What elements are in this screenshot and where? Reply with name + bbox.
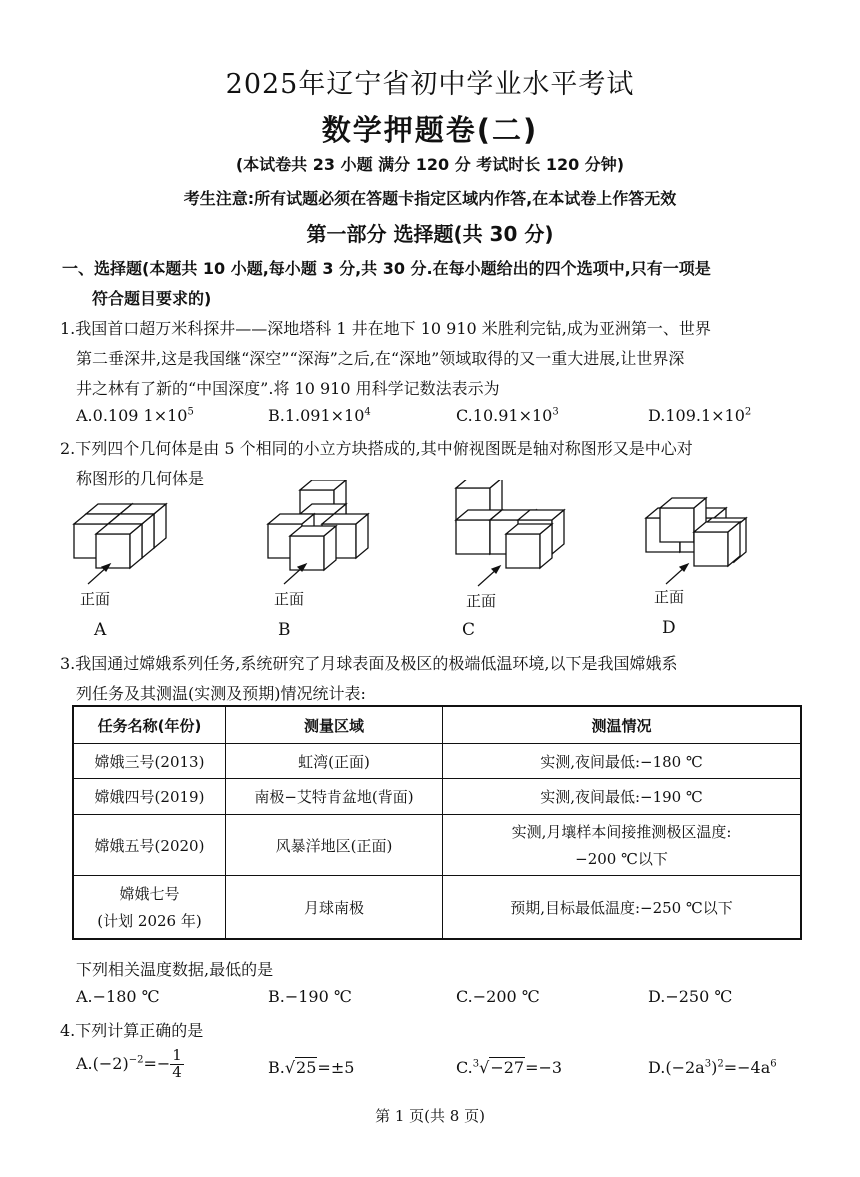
q3-option-d[interactable]: D.−250 ℃ [648,987,733,1006]
table-row [73,744,801,779]
lunar-temperature-table [72,705,802,940]
front-label-b: 正面 [274,590,305,608]
q4-stem: 4.下列计算正确的是 [60,1021,204,1040]
q3-line1: 3.我国通过嫦娥系列任务,系统研究了月球表面及极区的极端低温环境,以下是我国嫦娥系 [60,654,678,673]
figure-b[interactable] [268,480,368,570]
q1-option-c[interactable]: $C.10.91\times 10^3$ [456,406,559,425]
table-cell: 南极−艾特肯盆地(背面) [226,779,443,815]
exam-info: (本试卷共 23 小题 满分 120 分 考试时长 120 分钟) [235,155,625,174]
cell-line: (计划 2026 年) [97,912,202,930]
table-cell [73,876,226,940]
sqrt-sign-icon: √ [479,1058,490,1077]
part-heading: 第一部分 选择题(共 30 分) [306,222,554,246]
q2-line2: 称图形的几何体是 [76,469,205,488]
figure-letter-c: C [462,620,476,640]
table-header: 测量区域 [226,706,443,744]
sqrt-sign-icon: √ [284,1058,296,1077]
q4-option-b[interactable]: B.√25=±5 [268,1058,355,1077]
q1-line1: 1.我国首口超万米科探井——深地塔科 1 井在地下 10 910 米胜利完钻,成为亚洲第一、世界 [60,319,711,338]
cell-line: 实测,月壤样本间接推测极区温度: [511,823,732,841]
q2-figures [0,480,860,640]
q1-option-d[interactable]: $D.109.1\times 10^2$ [648,406,752,425]
table-cell: 嫦娥五号(2020) [73,815,226,876]
exam-subtitle: 数学押题卷(二) [321,113,539,147]
table-row [73,815,801,876]
table-row [73,779,801,815]
cell-line: −200 ℃以下 [575,850,668,868]
table-cell: 预期,目标最低温度:−250 ℃以下 [443,876,802,940]
q4-option-c[interactable]: C.$^3$√−27=−3 [456,1058,563,1077]
front-label-d: 正面 [654,588,685,606]
table-cell: 月球南极 [226,876,443,940]
q3-option-a[interactable]: A.−180 ℃ [76,987,160,1006]
figure-letter-a: A [94,620,107,640]
q3-question: 下列相关温度数据,最低的是 [76,960,274,979]
q3-option-b[interactable]: B.−190 ℃ [268,987,352,1006]
figure-letter-d: D [662,618,676,638]
q2-line1: 2.下列四个几何体是由 5 个相同的小立方块搭成的,其中俯视图既是轴对称图形又是中心对 [60,439,693,458]
table-header: 测温情况 [443,706,802,744]
table-cell: 风暴洋地区(正面) [226,815,443,876]
cell-line: 嫦娥七号 [119,885,180,903]
table-cell: 实测,夜间最低:−190 ℃ [443,779,802,815]
front-label-c: 正面 [466,592,497,610]
front-arrows [88,564,688,586]
exam-title: 2025年辽宁省初中学业水平考试 [225,69,635,100]
q1-line3: 井之林有了新的“中国深度”.将 10 910 用科学记数法表示为 [76,379,500,398]
root-index: 3 [472,1058,480,1070]
table-cell: 嫦娥四号(2019) [73,779,226,815]
table-row [73,876,801,940]
exam-notice: 考生注意:所有试题必须在答题卡指定区域内作答,在本试卷上作答无效 [183,189,677,208]
q3-line2: 列任务及其测温(实测及预期)情况统计表: [76,684,366,703]
table-header: 任务名称(年份) [73,706,226,744]
fraction: $\frac{1}{4}$ [172,1046,182,1081]
table-cell [443,815,802,876]
figure-a[interactable] [74,504,166,568]
q1-option-b[interactable]: $B.1.091\times 10^4$ [268,406,371,425]
table-cell: 虹湾(正面) [226,744,443,779]
q4-option-a[interactable]: $A.(-2)^{-2}=-$ $\frac{1}{4}$ [76,1046,182,1081]
figure-d[interactable] [646,498,746,566]
q3-option-c[interactable]: C.−200 ℃ [456,987,540,1006]
page-footer: 第 1 页(共 8 页) [375,1107,485,1125]
figure-c[interactable] [456,480,564,568]
q1-line2: 第二垂深井,这是我国继“深空”“深海”之后,在“深地”领域取得的又一重大进展,让世界深 [76,349,685,368]
section-instruction-line1: 一、选择题(本题共 10 小题,每小题 3 分,共 30 分.在每小题给出的四个选项中,只有一项是 [62,259,711,278]
table-cell: 嫦娥三号(2013) [73,744,226,779]
table-header-row [73,706,801,744]
front-label-a: 正面 [80,590,111,608]
figure-letter-b: B [278,620,291,640]
table-cell: 实测,夜间最低:−180 ℃ [443,744,802,779]
q1-option-a[interactable]: A.0.109 $1\times 10^5$ [76,406,194,425]
section-instruction-line2: 符合题目要求的) [92,289,212,308]
q4-option-d[interactable]: $D.(-2a^3)^2=-4a^6$ [648,1058,777,1077]
